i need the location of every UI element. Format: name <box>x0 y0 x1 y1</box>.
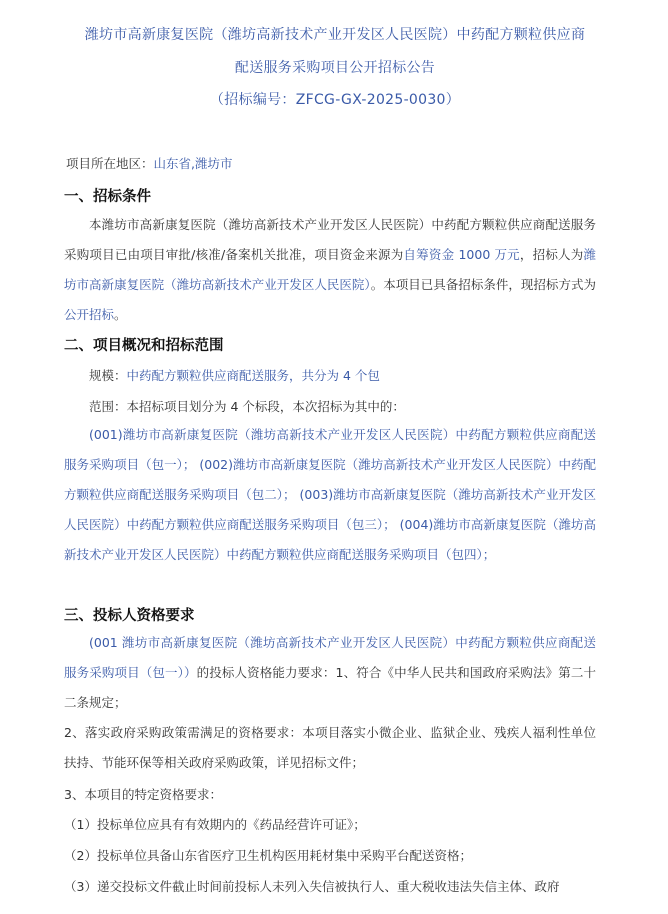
scale-value: 中药配方颗粒供应商配送服务，共分为 4 个包 <box>126 368 380 383</box>
section-1-body <box>64 210 596 330</box>
qualification-item-2: （2）投标单位具备山东省医疗卫生机构医用耗材集中采购平台配送资格； <box>64 848 472 863</box>
project-scale <box>64 366 604 384</box>
section-3-heading: 三、投标人资格要求 <box>64 608 195 624</box>
title-line-2: 配送服务采购项目公开招标公告 <box>234 60 436 76</box>
qualification-3: 3、本项目的特定资格要求： <box>64 787 222 802</box>
qualification-item-3: （3）递交投标文件截止时间前投标人未列入失信被执行人、重大税收违法失信主体、政府 <box>64 879 560 894</box>
section-1-text-b: ，招标人为 <box>519 247 584 262</box>
section-2-heading: 二、项目概况和招标范围 <box>64 338 224 354</box>
project-scope: 范围：本招标项目划分为 4 个标段，本次招标为其中的： <box>89 399 405 414</box>
region-value: 山东省,潍坊市 <box>153 156 233 171</box>
section-1-heading: 一、招标条件 <box>64 189 151 205</box>
qualification-1 <box>64 628 596 718</box>
section-1-text-a: 本潍坊市高新康复医院（潍坊高新技术产业开发区人民医院）中药配方颗粒供应商配送服务采购项目已由项目审批/核准/备案机关批准，项目资金来源为 <box>64 217 596 262</box>
tender-method: 公开招标 <box>64 307 115 322</box>
scale-label: 规模： <box>89 368 127 383</box>
region-label: 项目所在地区： <box>66 156 154 171</box>
qualification-2: 2、落实政府采购政策需满足的资格要求：本项目落实小微企业、监狱企业、残疾人福利性单位扶持、节能环保等相关政府采购政策，详见招标文件； <box>64 725 596 770</box>
qualification-item-1: （1）投标单位应具有有效期内的《药品经营许可证》； <box>64 817 366 832</box>
tenderer-name: 潍坊市高新康复医院（潍坊高新技术产业开发区人民医院） <box>64 247 596 292</box>
qualification-package: (001 潍坊市高新康复医院（潍坊高新技术产业开发区人民医院）中药配方颗粒供应商配送服务采购项目（包一）） <box>64 635 596 680</box>
qualification-text: 的投标人资格能力要求：1、符合《中华人民共和国政府采购法》第二十二条规定； <box>64 665 596 710</box>
title-line-1: 潍坊市高新康复医院（潍坊高新技术产业开发区人民医院）中药配方颗粒供应商 <box>84 27 586 43</box>
fund-source: 自筹资金 1000 万元 <box>403 247 520 262</box>
section-1-text-d: 。 <box>114 307 127 322</box>
section-1-text-c: 。本项目已具备招标条件，现招标方式为 <box>370 277 596 292</box>
project-region <box>66 154 233 172</box>
package-list: (001)潍坊市高新康复医院（潍坊高新技术产业开发区人民医院）中药配方颗粒供应商配送服务采购项目（包一）； (002)潍坊市高新康复医院（潍坊高新技术产业开发区人民医院）中药配方颗粒供应商配送服务采购项目（包二）； (003)潍坊市高新康复医院（潍坊高新技术产业开发区人民医院）中药配方颗粒供应商配送服务采购项目（包三）； (004)潍坊市高新康复医院（潍坊高新技术产业开发区人民医院）中药配方颗粒供应商配送服务采购项目（包四）； <box>64 427 596 562</box>
tender-code: （招标编号：ZFCG-GX-2025-0030） <box>209 92 461 108</box>
